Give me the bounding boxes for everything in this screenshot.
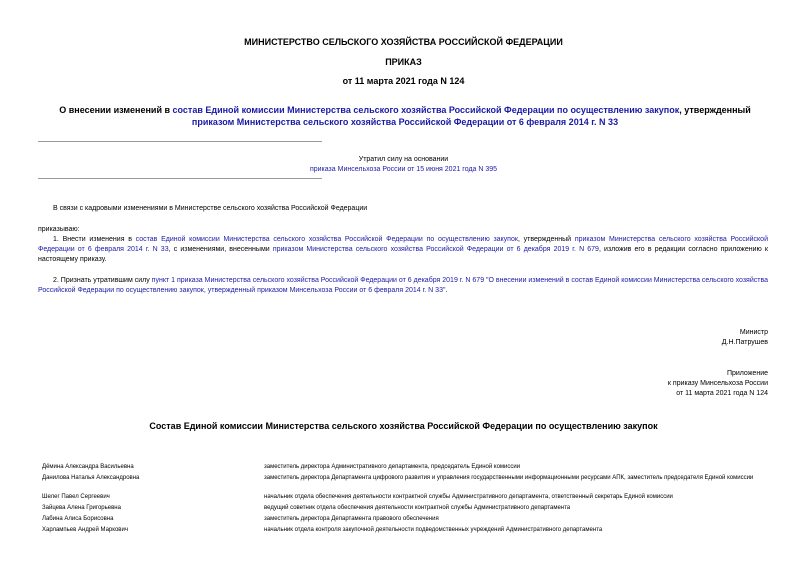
member-role: начальник отдела контроля закупочной деятельности подведомственных учреждений Административного департамента — [264, 527, 603, 533]
doc-type: ПРИКАЗ — [385, 57, 422, 67]
order-word: приказываю: — [38, 226, 80, 233]
title-text-2: , утвержденный — [679, 105, 751, 115]
item-2 — [38, 276, 768, 296]
doc-date-number: от 11 марта 2021 года N 124 — [342, 76, 465, 86]
appendix-label: Приложение — [726, 370, 768, 377]
signature-name: Д.Н.Патрушев — [721, 339, 768, 346]
item-1-text-d: , изложив его в редакции согласно приложению к настоящему приказу. — [38, 246, 768, 263]
item-2-link-point-1[interactable]: пункт 1 приказа Министерства сельского хозяйства Российской Федерации от 6 декабря 2019 г. N 679 "О внесении изменений в состав Единой комиссии Министерства сельского хозяйства Российской Федерации по осуществлению закупок, утвержденный приказом Минсельхоза России от 6 февраля 2014 г. N 33" — [38, 277, 768, 294]
member-role: ведущий советник отдела обеспечения деятельности контрактной службы Административного департамента — [264, 505, 571, 511]
intro-text: В связи с кадровыми изменениями в Министерстве сельского хозяйства Российской Федерации — [53, 205, 368, 212]
divider-bottom — [38, 178, 322, 179]
status-link[interactable]: приказа Минсельхоза России от 15 июня 2021 года N 395 — [309, 166, 498, 173]
appendix-ref-date: от 11 марта 2021 года N 124 — [676, 390, 768, 397]
item-1-link-composition[interactable]: состав Единой комиссии Министерства сельского хозяйства Российской Федерации по осуществлению закупок — [135, 236, 518, 243]
item-1 — [38, 235, 768, 265]
member-name: Дёмина Александра Васильевна — [42, 464, 134, 470]
item-1-link-order-33[interactable]: приказом Министерства сельского хозяйства Российской Федерации от 6 февраля 2014 г. N 33 — [38, 236, 768, 253]
member-name: Зайцева Алена Григорьевна — [42, 505, 121, 511]
doc-title — [40, 104, 770, 128]
title-link-composition[interactable]: состав Единой комиссии Министерства сельского хозяйства Российской Федерации по осуществлению закупок — [172, 105, 680, 115]
title-link-order[interactable]: приказом Министерства сельского хозяйства Российской Федерации от 6 февраля 2014 г. N 33 — [191, 117, 619, 127]
member-name: Шелег Павел Сергеевич — [42, 494, 110, 500]
member-role: заместитель директора Департамента цифрового развития и управления государственными информационными ресурсами АПК, заместитель председателя Единой комиссии — [264, 475, 754, 481]
item-2-text-a: 2. Признать утратившим силу — [53, 277, 152, 284]
member-name: Харлампьев Андрей Маркович — [42, 527, 128, 533]
item-2-text-b: . — [445, 287, 448, 294]
item-1-text-b: , утвержденный — [517, 236, 575, 243]
member-name: Лабина Алиса Борисовна — [42, 516, 114, 522]
status-line: Утратил силу на основании — [358, 156, 449, 163]
member-role: заместитель директора Административного департамента, председатель Единой комиссии — [264, 464, 521, 470]
divider-top — [38, 141, 322, 142]
signature-position: Министр — [739, 329, 768, 336]
member-name: Данилова Наталья Александровна — [42, 475, 140, 481]
item-1-text-a: 1. Внести изменения в — [53, 236, 136, 243]
member-role: заместитель директора Департамента правового обеспечения — [264, 516, 439, 522]
item-1-link-order-679[interactable]: приказом Министерства сельского хозяйства Российской Федерации от 6 декабря 2019 г. N 679 — [272, 246, 599, 253]
item-1-text-c: , с изменениями, внесенными — [168, 246, 273, 253]
member-role: начальник отдела обеспечения деятельности контрактной службы Административного департамента, ответственный секретарь Единой комиссии — [264, 494, 673, 500]
appendix-ref-order: к приказу Минсельхоза России — [667, 380, 768, 387]
composition-title: Состав Единой комиссии Министерства сельского хозяйства Российской Федерации по осуществлению закупок — [149, 421, 658, 431]
title-text-1: О внесении изменений в — [59, 105, 173, 115]
ministry-heading: МИНИСТЕРСТВО СЕЛЬСКОГО ХОЗЯЙСТВА РОССИЙСКОЙ ФЕДЕРАЦИИ — [244, 37, 563, 47]
